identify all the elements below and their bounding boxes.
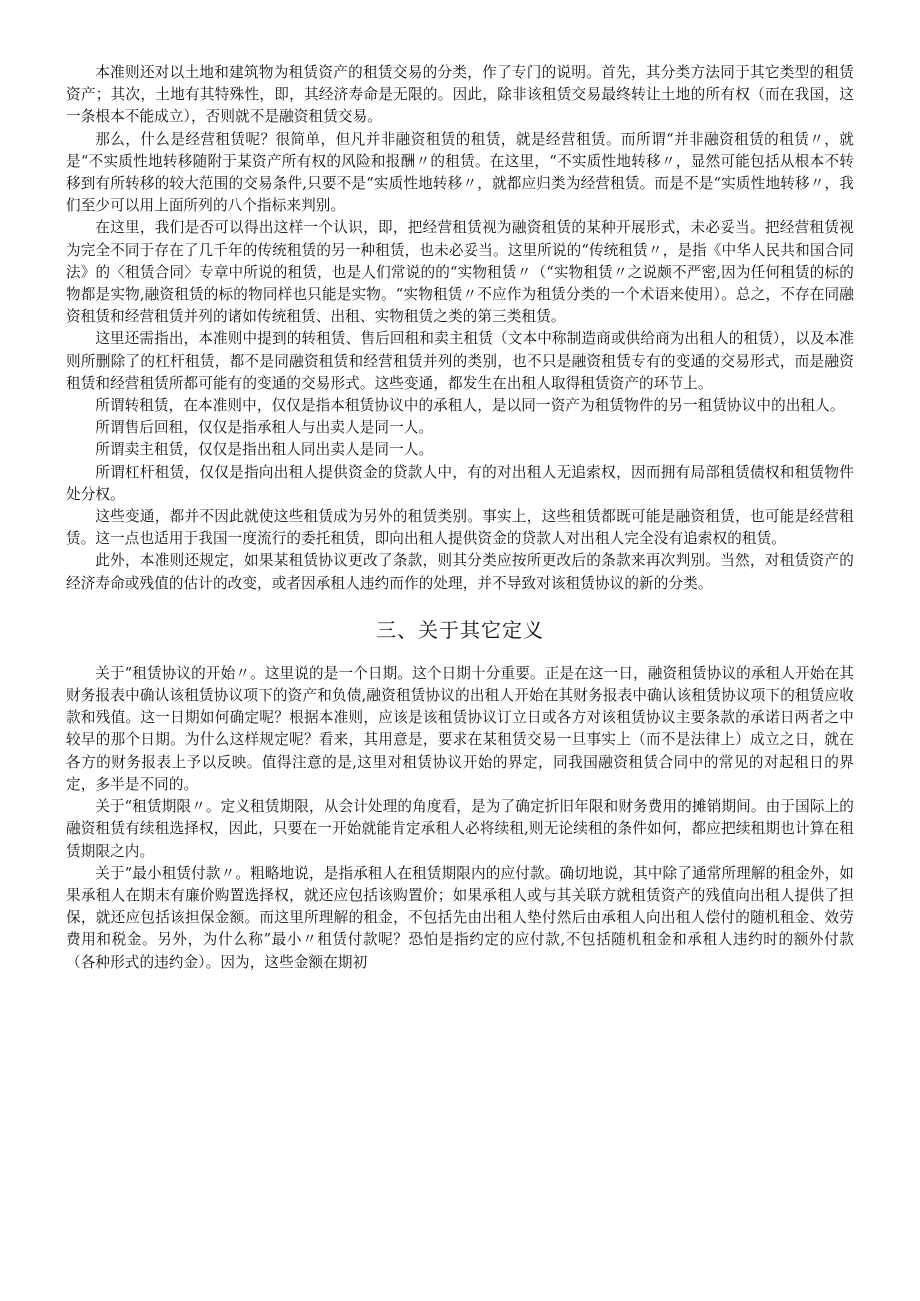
paragraph: 关于“租赁协议的开始〃。这里说的是一个日期。这个日期十分重要。正是在这一日，融资租赁协议的承租人开始在其财务报表中确认该租赁协议项下的资产和负债,融资租赁协议的出租人开始在其财务报表中确认该租赁协议项下的租赁应收款和残值。这一日期如何确定呢？根据本准则，应该是该租赁协议订立日或各方对该租赁协议主要条款的承诺日两者之中较早的那个日期。为什么这样规定呢？看来，其用意是，要求在某租赁交易一旦事实上（而不是法律上）成立之日，就在各方的财务报表上予以反映。值得注意的是,这里对租赁协议开始的界定，同我国融资租赁合同中的常见的对起租日的界定，多半是不同的。 (66, 664, 854, 793)
paragraph: 这些变通，都并不因此就使这些租赁成为另外的租赁类别。事实上，这些租赁都既可能是融资租赁，也可能是经营租赁。这一点也适用于我国一度流行的委托租赁，即向出租人提供资金的贷款人对出租人完全没有追索权的租赁。 (66, 508, 854, 548)
section-heading: 三、关于其它定义 (376, 617, 544, 642)
paragraph: 这里还需指出，本准则中提到的转租赁、售后回租和卖主租赁（文本中称制造商或供给商为出租人的租赁），以及本准则所删除了的杠杆租赁，都不是同融资租赁和经营租赁并列的类别，也不只是融资租赁专有的变通的交易形式，而是融资租赁和经营租赁所都可能有的变通的交易形式。这些变通，都发生在出租人取得租赁资产的环节上。 (66, 330, 854, 392)
paragraph: 关于“最小租赁付款〃。粗略地说，是指承租人在租赁期限内的应付款。确切地说，其中除了通常所理解的租金外，如果承租人在期末有廉价购置选择权，就还应包括该购置价；如果承租人或与其关联方就租赁资产的残值向出租人提供了担保，就还应包括该担保金额。而这里所理解的租金，不包括先由出租人垫付然后由承租人向出租人偿付的随机租金、效劳费用和税金。另外，为什么称”最小〃租赁付款呢？恐怕是指约定的应付款,不包括随机租金和承租人违约时的额外付款（各种形式的违约金）。因为，这些金额在期初 (66, 864, 854, 971)
paragraph: 所谓杠杆租赁，仅仅是指向出租人提供资金的贷款人中，有的对出租人无追索权，因而拥有局部租赁债权和租赁物件处分权。 (66, 463, 854, 503)
paragraph: 在这里，我们是否可以得出这样一个认识，即，把经营租赁视为融资租赁的某种开展形式，未必妥当。把经营租赁视为完全不同于存在了几千年的传统租赁的另一种租赁，也未必妥当。这里所说的“传统租赁〃，是指《中华人民共和国合同法》的〈租赁合同〉专章中所说的租赁，也是人们常说的的“实物租赁〃（“实物租赁〃之说颇不严密,因为任何租赁的标的物都是实物,融资租赁的标的物同样也只能是实物。“实物租赁〃不应作为租赁分类的一个术语来使用）。总之，不存在同融资租赁和经营租赁并列的诸如传统租赁、出租、实物租赁之类的第三类租赁。 (66, 219, 854, 326)
paragraph: 关于“租赁期限〃。定义租赁期限，从会计处理的角度看，是为了确定折旧年限和财务费用的摊销期间。由于国际上的融资租赁有续租选择权，因此，只要在一开始就能肯定承租人必将续租,则无论续租的条件如何，都应把续租期也计算在租赁期限之内。 (66, 798, 854, 860)
paragraph: 所谓售后回租，仅仅是指承租人与出卖人是同一人。 (95, 419, 434, 437)
paragraph: 此外，本准则还规定，如果某租赁协议更改了条款，则其分类应按所更改后的条款来再次判别。当然，对租赁资产的经济寿命或残值的估计的改变，或者因承租人违约而作的处理，并不导致对该租赁协议的新的分类。 (66, 552, 854, 592)
paragraph: 所谓卖主租赁，仅仅是指出租人同出卖人是同一人。 (95, 441, 434, 459)
paragraph: 本准则还对以土地和建筑物为租赁资产的租赁交易的分类，作了专门的说明。首先，其分类方法同于其它类型的租赁资产；其次，土地有其特殊性，即，其经济寿命是无限的。因此，除非该租赁交易最终转让土地的所有权（而在我国，这一条根本不能成立），否则就不是融资租赁交易。 (66, 64, 854, 126)
paragraph: 那么，什么是经营租赁呢？很简单，但凡并非融资租赁的租赁，就是经营租赁。而所谓“并非融资租赁的租赁〃，就是“不实质性地转移随附于某资产所有权的风险和报酬〃的租赁。在这里，“不实质性地转移〃，显然可能包括从根本不转移到有所转移的较大范围的交易条件,只要不是“实质性地转移〃，就都应归类为经营租赁。而是不是“实质性地转移〃，我们至少可以用上面所列的八个指标来判别。 (66, 130, 854, 215)
paragraph: 所谓转租赁，在本准则中，仅仅是指本租赁协议中的承租人，是以同一资产为租赁物件的另一租赁协议中的出租人。 (95, 397, 845, 415)
